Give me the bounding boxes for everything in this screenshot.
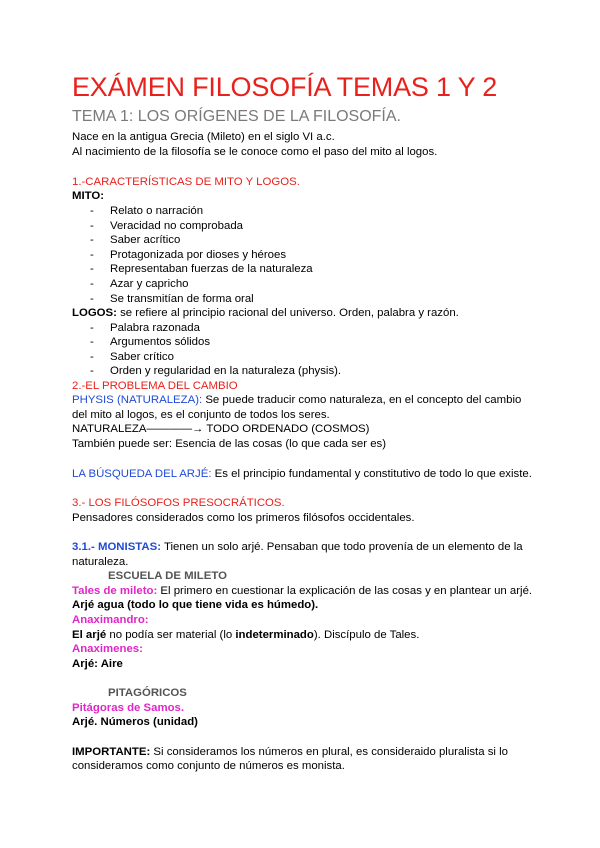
list-item: - Relato o narración bbox=[90, 205, 204, 217]
intro-line-2: Al nacimiento de la filosofía se le conoce como el paso del mito al logos. bbox=[72, 146, 438, 158]
list-item: - Se transmitían de forma oral bbox=[90, 293, 254, 305]
list-item: - Saber crítico bbox=[90, 351, 174, 363]
monistas-line: 3.1.- MONISTAS: Tienen un solo arjé. Pensaban que todo provenía de un elemento de la bbox=[72, 541, 523, 553]
importante-line-2: consideramos como conjunto de números es monista. bbox=[72, 760, 345, 772]
anaximandro-line: El arjé no podía ser material (lo indeterminado). Discípulo de Tales. bbox=[72, 629, 420, 641]
list-item: - Saber acrítico bbox=[90, 234, 181, 246]
pitagoras-label: Pitágoras de Samos. bbox=[72, 702, 185, 714]
importante-line: IMPORTANTE: Si consideramos los números en plural, es consideraido pluralista si lo bbox=[72, 746, 508, 758]
tema1-heading: TEMA 1: LOS ORÍGENES DE LA FILOSOFÍA. bbox=[72, 108, 401, 125]
presocraticos-intro: Pensadores considerados como los primeros filósofos occidentales. bbox=[72, 512, 415, 524]
physis-label: PHYSIS (NATURALEZA): bbox=[72, 394, 203, 406]
arje-label: LA BÚSQUEDA DEL ARJÉ: bbox=[72, 468, 212, 480]
list-item: - Protagonizada por dioses y héroes bbox=[90, 249, 287, 261]
pitagoricos-heading: PITAGÓRICOS bbox=[108, 687, 187, 699]
list-item: - Veracidad no comprobada bbox=[90, 220, 243, 232]
list-item: - Orden y regularidad en la naturaleza (physis). bbox=[90, 365, 342, 377]
list-item: - Azar y capricho bbox=[90, 278, 189, 290]
list-item: - Palabra razonada bbox=[90, 322, 200, 334]
mito-label: MITO: bbox=[72, 190, 105, 202]
physis-line-2: del mito al logos, es el conjunto de todos los seres. bbox=[72, 409, 330, 421]
tales-label: Tales de mileto: bbox=[72, 585, 158, 597]
monistas-line-2: naturaleza. bbox=[72, 556, 129, 568]
importante-label: IMPORTANTE: bbox=[72, 746, 151, 758]
logos-line: LOGOS: se refiere al principio racional del universo. Orden, palabra y razón. bbox=[72, 307, 459, 319]
arje-line: LA BÚSQUEDA DEL ARJÉ: Es el principio fundamental y constitutivo de todo lo que existe. bbox=[72, 468, 532, 480]
anaximandro-label: Anaximandro: bbox=[72, 614, 149, 626]
section1-heading: 1.-CARACTERÍSTICAS DE MITO Y LOGOS. bbox=[72, 176, 300, 188]
escuela-mileto-heading: ESCUELA DE MILETO bbox=[108, 570, 227, 582]
physis-line: PHYSIS (NATURALEZA): Se puede traducir como naturaleza, en el concepto del cambio bbox=[72, 394, 522, 406]
tales-arje: Arjé agua (todo lo que tiene vida es húmedo). bbox=[72, 599, 319, 611]
section2-heading: 2.-EL PROBLEMA DEL CAMBIO bbox=[72, 380, 238, 392]
list-item: - Argumentos sólidos bbox=[90, 336, 211, 348]
list-item: - Representaban fuerzas de la naturaleza bbox=[90, 263, 313, 275]
section3-heading: 3.- LOS FILÓSOFOS PRESOCRÁTICOS. bbox=[72, 497, 285, 509]
document-title: EXÁMEN FILOSOFÍA TEMAS 1 Y 2 bbox=[72, 72, 498, 102]
naturaleza-line: NATURALEZA————→ TODO ORDENADO (COSMOS) bbox=[72, 423, 370, 435]
anaximenes-arje: Arjé: Aire bbox=[72, 658, 123, 670]
intro-line-1: Nace en la antigua Grecia (Mileto) en el siglo VI a.c. bbox=[72, 131, 335, 143]
esencia-line: También puede ser: Esencia de las cosas (lo que cada ser es) bbox=[72, 438, 387, 450]
monistas-label: 3.1.- MONISTAS: bbox=[72, 541, 162, 553]
tales-line: Tales de mileto: El primero en cuestionar la explicación de las cosas y en plantear un arjé. bbox=[72, 585, 533, 597]
logos-label: LOGOS: bbox=[72, 307, 117, 319]
pitagoras-arje: Arjé. Números (unidad) bbox=[72, 716, 198, 728]
anaximenes-label: Anaximenes: bbox=[72, 643, 143, 655]
